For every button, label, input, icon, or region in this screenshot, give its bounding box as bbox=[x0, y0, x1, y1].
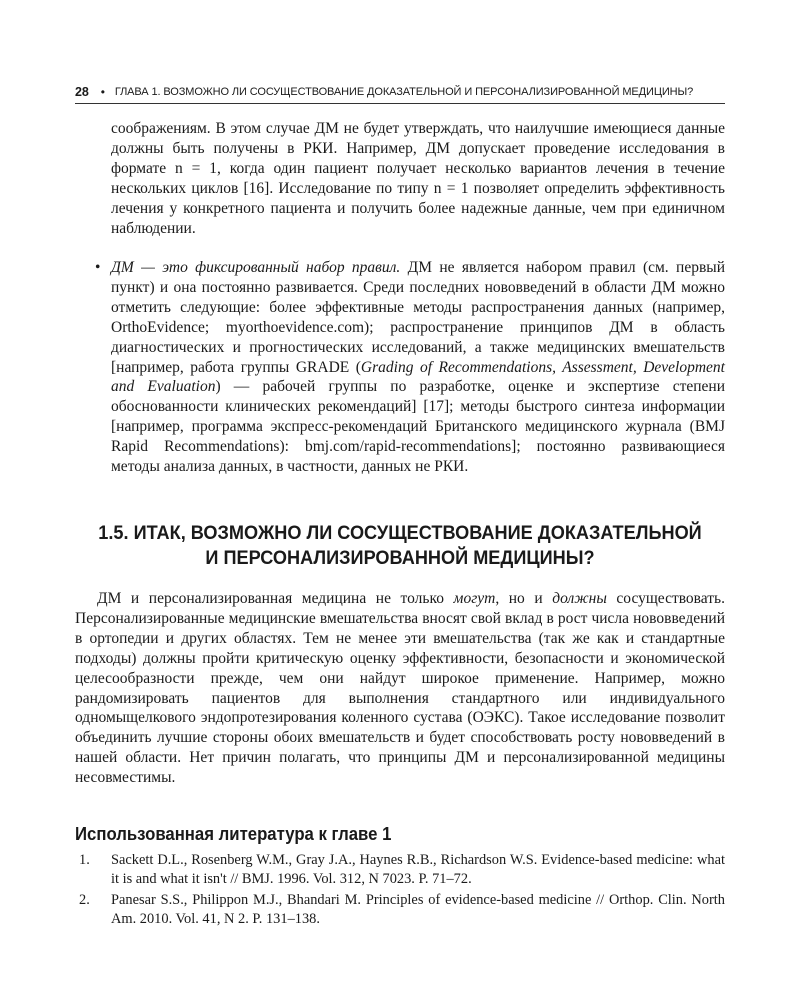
section-heading bbox=[98, 521, 703, 571]
header-rule bbox=[75, 103, 725, 104]
reference-item bbox=[75, 851, 725, 888]
reference-number: 1. bbox=[79, 852, 90, 868]
bullet-text bbox=[111, 258, 725, 477]
bullet-lead-italic: ДМ — это фиксированный набор правил. bbox=[111, 259, 401, 276]
para-text-a: ДМ и персонализированная медицина не только bbox=[97, 590, 454, 607]
bullet-body-1: ДМ не является набором правил (см. первый пункт) и она постоянно развивается. Среди последних нововведений в области ДМ можно отметить следующие: более эффективные методы распространения данных (например, OrthoEvidence; myorthoevidence.com); распространение принципов ДМ в область диагностических и прогностических исследований, а также медицинских вмешательств [например, работа группы GRADE ( bbox=[111, 259, 725, 376]
reference-number: 2. bbox=[79, 892, 90, 908]
section-paragraph bbox=[75, 589, 725, 788]
references-list bbox=[75, 851, 725, 931]
reference-text: Panesar S.S., Philippon M.J., Bhandari M. Principles of evidence-based medicine // Orthop. Clin. North Am. 2010. Vol. 41, N 2. P. 131–138. bbox=[111, 892, 725, 927]
section-heading-line-2: И ПЕРСОНАЛИЗИРОВАННОЙ МЕДИЦИНЫ? bbox=[205, 547, 595, 569]
header-bullet-icon: • bbox=[100, 85, 105, 99]
reference-item bbox=[75, 891, 725, 928]
para-text-c: сосуществовать. Персонализированные медицинские вмешательства вносят свой вклад в рост числа нововведений в ортопедии и других областях. Тем не менее эти вмешательства (так же как и стандартные подходы) должны пройти критическую оценку эффективности, безопасности и экономической целесообразности прежде, чем они найдут широкое применение. Например, можно рандомизировать пациентов для выполнения стандартного или индивидуального одномыщелкового эндопротезирования коленного сустава (ОЭКС). Такое исследование позволит объединить лучшие стороны обоих вмешательств и будет способствовать росту нововведений в нашей области. Нет причин полагать, что принципы ДМ и персонализированной медицины несовместимы. bbox=[75, 590, 725, 787]
running-title: ГЛАВА 1. ВОЗМОЖНО ЛИ СОСУЩЕСТВОВАНИЕ ДОКАЗАТЕЛЬНОЙ И ПЕРСОНАЛИЗИРОВАННОЙ МЕДИЦИНЫ? bbox=[114, 86, 694, 98]
references-title: Использованная литература к главе 1 bbox=[75, 824, 392, 844]
grade-expansion-italic: Grading of Recommendations, Assessment, Development and Evaluation bbox=[111, 358, 725, 396]
continued-paragraph: соображениям. В этом случае ДМ не будет утверждать, что наилучшие имеющиеся данные должны быть получены в РКИ. Например, ДМ допускает проведение исследования в формате n = 1, когда один пациент получает несколько вариантов лечения в течение нескольких циклов [16]. Исследование по типу n = 1 позволяет определить эффективность лечения у конкретного пациента и получить более надежные данные, чем при единичном наблюдении. bbox=[111, 120, 725, 237]
reference-text: Sackett D.L., Rosenberg W.M., Gray J.A., Haynes R.B., Richardson W.S. Evidence-based medicine: what it is and what it isn't // BMJ. 1996. Vol. 312, N 7023. P. 71–72. bbox=[111, 852, 725, 887]
bullet-list-item bbox=[95, 258, 725, 477]
para-text-b: , но и bbox=[495, 590, 553, 607]
para-italic-dolzhny: должны bbox=[552, 590, 607, 607]
running-header bbox=[75, 83, 725, 101]
page-number: 28 bbox=[75, 85, 89, 99]
para-italic-mogut: могут bbox=[453, 590, 496, 607]
bullet-body-2: ) — рабочей группы по разработке, оценке и экспертизе степени обоснованности клинических рекомендаций] [17]; методы быстрого синтеза информации [например, программа экспресс-рекомендаций Британского медицинского журнала (BMJ Rapid Recommendations): bmj.com/rapid-recommendations]; постоянно развивающиеся методы анализа данных, в частности, данных не РКИ. bbox=[111, 378, 725, 476]
section-heading-line-1: 1.5. ИТАК, ВОЗМОЖНО ЛИ СОСУЩЕСТВОВАНИЕ ДОКАЗАТЕЛЬНОЙ bbox=[98, 522, 702, 544]
list-bullet-icon: • bbox=[95, 259, 101, 276]
